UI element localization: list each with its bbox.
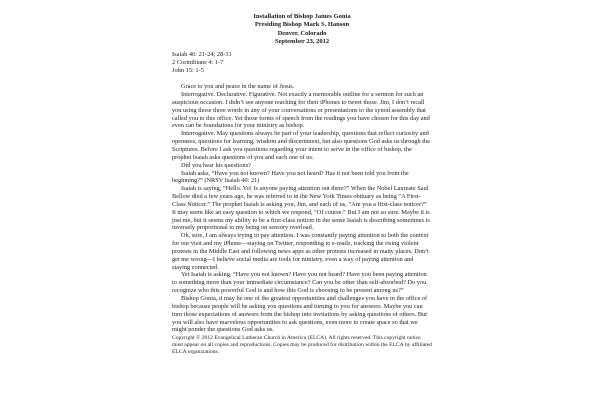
title-line-event: Installation of Bishop James Gonia xyxy=(253,13,351,20)
body-paragraph: Interrogative. May questions always be part of your leadership, questions that reflect curiosity and openness, questions for learning, wisdom and discernment, but also questions God asks us through the Scriptures. Before I ask you questions regarding your intent to serve in the office of bishop, the prophet Isaiah asks questions of you and each one of us. xyxy=(172,130,430,161)
title-line-preacher: Presiding Bishop Mark S. Hanson xyxy=(254,21,350,29)
document-text-block xyxy=(172,13,432,356)
body-paragraph: Isaiah asks, “Have you not known? Have you not heard? Has it not been told you from the beginning?” (NRSV Isaiah 40: 21) xyxy=(172,169,409,185)
scripture-reading-isaiah: Isaiah 40: 21-24; 28-31 xyxy=(172,50,232,58)
copyright-notice: Copyright © 2012 Evangelical Lutheran Church in America (ELCA). All rights reserved. This copyright notice must appear on all copies and reproductions. Copies may be produced for distribution within the ELCA by affiliated ELCA organizations. xyxy=(172,335,432,356)
scripture-readings xyxy=(172,51,432,76)
body-paragraph: Grace to you and peace in the name of Jesus. xyxy=(181,83,295,91)
body-paragraph: Interrogative. Declarative. Figurative. Not exactly a memorable outline for a sermon for such an auspicious occasion. I didn’t see anyone reaching for their iPhones to tweet those. Jim, I don’t recall you using those three words in any of your conversations or presentations to the synod assembly that called you to this office. Yet those forms of speech from the readings you have chosen for this day and even can be foundations for your ministry as bishop. xyxy=(172,91,430,130)
body-paragraph: Oh, sure, I am always trying to pay attention. I was constantly paying attention to both the context for our visit and my iPhone—staying on Twitter, responding to e-mails, tracking the rising violent protests in the Middle East and following news apps as other protests increased in many places. Don’t get me wrong—I believe social media are tools for ministry, even a way of paying attention and staying connected. xyxy=(172,232,429,271)
title-line-date: September 23, 2012 xyxy=(274,38,330,46)
body-paragraph: Yet Isaiah is asking, “Have you not known? Have you not heard? Have you been paying attention to something more than your immediate circumstance? Can you be other than self-absorbed? Do you recognize who this powerful God is and how this God is choosing to be present among us?” xyxy=(172,271,427,295)
scripture-reading-john: John 15: 1-5 xyxy=(172,67,204,75)
sermon-body xyxy=(172,83,432,334)
body-paragraph: Did you hear his questions? xyxy=(181,161,251,169)
body-paragraph: Bishop Gonia, it may be one of the greatest opportunities and challenges you have in the office of bishop because people will be asking you questions and turning to you for answers. Maybe you can turn those expectations of answers from the bishop into invitations by asking questions of others. But you will also have marvelous opportunities to ask questions, even more to create space so that we might ponder the questions God asks us. xyxy=(172,295,428,334)
document-header xyxy=(172,13,432,47)
scripture-reading-corinthians: 2 Corinthians 4: 1-7 xyxy=(172,58,224,66)
title-line-location: Denver, Colorado xyxy=(277,29,327,37)
body-paragraph: Isaiah is saying, “Hello. Yo! Is anyone paying attention out there?” When the Nobel Laureate Saul Bellow died a few years ago, he was referred to in the New York Times obituary as being “A First-Class Noticer.” The prophet Isaiah is asking you, Jim, and each of us, “Are you a first-class noticer?” It may seem like an easy question to which we respond, “Of course.” But I am not so sure. Maybe it is just me, but it seems my ability to be a first-class noticer in the sense Isaiah is describing sometimes is inversely proportional to my being on sensory overload. xyxy=(172,185,430,232)
